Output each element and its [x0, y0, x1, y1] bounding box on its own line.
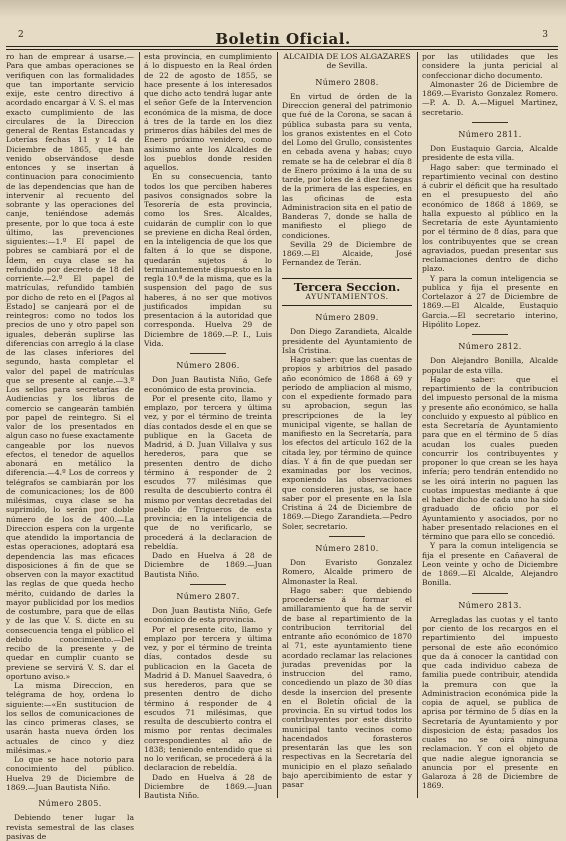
paragraph: En su consecuencia, tanto todos los que perciben haberes pasivos consignados sobre la Tesorería de esta provincia, como los Sres. Alcaldes, cuidarán de cumplir con lo que se previene en dicha Real órden, en la inteligencia de que los que falten á lo que se dispone, quedarán sujetos á lo terminantemente dispuesto en la regla 10.ª de la misma, que es la suspension del pago de sus haberes, á no ser que motivos justificados impidan su presentacion á la autoridad que corresponda. Huelva 29 de Diciembre de 1869.—P. I., Luis Vida.: [144, 172, 272, 348]
column-divider: [139, 52, 140, 798]
paragraph: Don Evaristo Gonzalez Romero, Alcalde primero de Almonaster la Real.: [282, 558, 412, 586]
section-header-box: [282, 278, 412, 307]
divider: [472, 593, 508, 594]
paragraph: esta provincia, en cumplimiento á lo dispuesto en la Real órden de 22 de agosto de 1855, se hace presente á los interesados que dicho acto tendrá lugar ante el señor Gefe de la Intervencion económica de la misma, de doce á tres de la tarde en los diez primeros días hábiles del mes de Enero próximo venidero, como asimismo ante los Alcaldes de los pueblos donde residen aquellos.: [144, 52, 272, 172]
notice-number: Número 2812.: [458, 342, 522, 351]
paragraph: Sevilla 29 de Diciembre de 1869.—El Alcaide, José Fernandez de Terán.: [282, 239, 412, 268]
left-page-number: 2: [18, 30, 24, 40]
columns: [6, 52, 558, 841]
section-title: Tercera Seccion.: [293, 279, 401, 294]
notice-number: Número 2805.: [38, 799, 102, 808]
divider: [472, 122, 508, 123]
paragraph: Hago saber: que terminado el repartimiento vecinal con destino á cubrir el déficit que ha resultado en el presupuesto del año económico de 1868 á 1869, se halla expuesto al público en la Secretaría de este Ayuntamiento por el término de 8 días, para que los contribuyentes que se crean agraviados, puedan presentar sus reclamaciones dentro de dicho plazo.: [422, 162, 558, 274]
notice-number: Número 2807.: [176, 591, 240, 601]
column-3: [282, 52, 412, 798]
notice-number: Número 2808.: [315, 77, 379, 87]
paragraph: ro han de emprear á usarse.—Para que ambas operaciones se verifiquen con las formalidades que tan importante servicio exije, este centro directivo á acordado encargar á V. S. el mas exacto cumplimiento de las circulares de la Direccion general de Rentas Estancadas y Loterías fechas 11 y 14 de Diciembre de 1865, que han venido observándose desde entonces y se insertan á continuacion para conocimiento de las dependencias que han de intervenir al recuento del sobrante y las operaciones del canje, teniéndose además presente, por lo que toca á este último, las prevenciones siguientes:—1.º El papel de pobres se cambiará por el de Ídem, en cuya clase se ha refundido por decreto de 18 del corriente.—2.º El papel de matrículas, refundido también por dicho de reto en el [Pagos al Estado] se canjeará por el de reintegros: como no todos los precios de uno y otro papel son iguales, deberán suplirse las diferencias con arreglo á la clase de las clases inferiores del segundo, hasta completar el valor del papel de matrículas que se presente al canje.—3.º Los sellos para secretarías de Audiencias y los libros de comercio se cangearán también por papel de reintegro. Si el valor de los presentados en algun caso no fuese exactamente cangeable por los nuevos efectos, el tenedor de aquellos abonará en metálico la diferencia.—4.º Los de correos y telégrafos se cambiarán por los de comunicaciones; los de 800 milésimas, cuya clase se ha suprimido, lo serán por doble número de los de 400.—La Direccion espera con la urgente que atendido la importancia de estas operaciones, adoptará esa dependencia las mas eficaces disposiciones á fin de que se observen con la mayor exactitud las reglas de que queda hecho mérito, cuidando de darles la mayor publicidad por los medios de costumbre, para que de ellas y de las que V. S. dicte en su consecuencia tenga el público el debido conocimiento.—Del recibo de la presente y de quedar en cumplir cuanto se previene se servirá V. S. dar el oportuno aviso.»: [6, 52, 134, 681]
paragraph: Hago saber: que el repartimiento de la contribucion del impuesto personal de la misma y presente año económico, se halla concluido y expuesto al público en esta Secretaría de Ayuntamiento para que en el término de 5 días acudan los cuales pueden concurrir los contribuyentes y proponer lo que crean se les haya infería; pero tendrán entendido no se les oirá interin no paguen las cuotas impuestas mediante á que el haber dicho de cada uno ha sido graduado de oficio por el Ayuntamiento y asociados, por no haber presentado relaciones en el término que para ello se concedió.: [422, 374, 558, 541]
divider: [190, 353, 226, 354]
paragraph: Dado en Huelva á 28 de Diciembre de 1869.—Juan Bautista Niño.: [144, 551, 272, 579]
divider: [472, 334, 508, 335]
paragraph: En virtud de órden de la Direccion general del patrimonio que fué de la Corona, se sacan á pública subasta para su venta, los granos existentes en el Coto del Lomo del Grullo, consistentes en cebada avena y habas; cuyo remate se ha de celebrar el día 8 de Enero próximo á la una de su tarde, por lotes de á diez fanegas de la primera de las especies, en las oficinas de esta Administracion sita en el patio de Banderas 7, donde se halla de manifiesto el pliego de condiciones.: [282, 91, 412, 240]
notice-number: Número 2806.: [176, 361, 240, 370]
notice-number: Número 2813.: [458, 600, 522, 610]
section-subtitle: AYUNTAMIENTOS.: [305, 291, 389, 301]
paragraph: Don Eustaquio Garcia, Alcalde presidente de esta villa.: [422, 144, 558, 163]
paragraph: Hago saber: que debiendo procederse á formar el amillaramiento que ha de servir de base al repartimiento de la contribucion territorial del entrante año económico de 1870 al 71, este ayuntamiento tiene acordado reclamar las relaciones juradas prevenidas por la instruccion del ramo, concediendo un plazo de 30 días desde la insercion del presente en el Boletín oficial de la provincia. En su virtud todos los contribuyentes por este distrito municipal tanto vecinos como hacendados forasteros presentarán las que les son respectivas en la Secretaría del municipio en el plazo señalado bajo apercibimiento de estar y pasar: [282, 585, 412, 789]
masthead: [0, 8, 566, 48]
column-divider: [277, 52, 278, 798]
page-title: Boletin Oficial.: [215, 30, 351, 48]
paragraph: Don Juan Bautista Niño, Gefe económico de esta provincia.: [144, 606, 272, 625]
column-divider: [417, 52, 418, 798]
column-2: [144, 52, 272, 798]
paragraph: Arregladas las cuotas y el tanto por ciento de los recargos en el repartimiento del impuesto personal de este año económico que da á conocer la cantidad con que cada individuo cabeza de familia puede contribuir, atendida la premura con que la Administracion económica pide la copia de aquel, se publica de aprisa por término de 5 días en la Secretaría de Ayuntamiento y por disposicion de ésta; pasados los cuales no se oirá ninguna reclamacion. Y con el objeto de que nadie alegue ignorancia se anuncia por el presente en Galaroza á 28 de Diciembre de 1869.: [422, 614, 558, 791]
notice-number: Número 2811.: [458, 129, 522, 139]
right-page-number: 3: [542, 30, 548, 40]
paragraph: Don Alejandro Bonilla, Alcalde popular de esta villa.: [422, 356, 558, 375]
paragraph: Por el presente cito, llamo y emplazo, por tercera y última vez, y por el término de treinta días contados desde el en que se publique en la Gaceta de Madrid, á D. Juan Villalva y sus herederos, para que se presenten dentro de dicho término á responder de 2 escudos 77 milésimas que resulta de descubierto contra él mismo por ventas decretadas del pueblo de Trigueros de esta provincia; en la inteligencia de que de no verificarlo, se procederá á la declaracion de rebeldía.: [144, 393, 272, 551]
divider: [329, 536, 365, 537]
column-4: [422, 52, 558, 798]
section-heading: ALCAIDIA DE LOS ALGAZARES de Sevilla.: [283, 52, 411, 71]
paragraph: Don Diego Zarandieta, Alcalde presidente del Ayuntamiento de Isla Cristina.: [282, 327, 412, 355]
paragraph: Por el presente cito, llamo y emplazo por tercera y última vez, y por el término de treinta días, contados desde su publicacion en la Gaceta de Madrid á D. Manuel Saavedra, ó sus herederos, para que se presenten dentro de dicho término á responder de 4 escudos 71 milésimas, que resulta de descubierto contra el mismo por rentas decimales correspondientes al año de 1838; teniendo entendido que si no lo verifican, se procederá á la declaracion de rebeldía.: [144, 624, 272, 773]
column-1: [6, 52, 134, 841]
notice-number: Número 2810.: [315, 543, 379, 553]
notice-number: Número 2809.: [315, 313, 379, 322]
paragraph: Debiendo tener lugar la revista semestral de las clases pasivas de: [6, 813, 134, 841]
paragraph: La misma Direccion, en telégrama de hoy, ordena lo siguiente:—«En sustitucion de los sellos de comunicaciones de las cinco primeras clases, se usarán hasta nueva órden los actuales de cinco y diez milésimas.»: [6, 681, 134, 755]
masthead-rule: [6, 46, 558, 47]
paragraph: Don Juan Bautista Niño, Gefe económico de esta provincia.: [144, 375, 272, 394]
paragraph: Y para la comun inteligencia se fija el presente en Cañaveral de Leon veinte y ocho de Diciembre de 1869.—El Alcalde, Alejandro Bonilla.: [422, 541, 558, 588]
paragraph: Y para la comun inteligencia se publica y fija el presente en Cortelazor á 27 de Diciembre de 1869.—El Alcalde, Eustaquio Garcia.—El secretario interino, Hipólito Lopez.: [422, 273, 558, 329]
paragraph: Lo que se hace notorio para conocimiento del público. Huelva 29 de Diciembre de 1869.—Juan Bautista Niño.: [6, 755, 134, 792]
paragraph: Almonaster 26 de Diciembre de 1869.—Evaristo Gonzalez Romero.—P. A. D. A.—Miguel Martinez, secretario.: [422, 79, 558, 117]
paragraph: Dado en Huelva á 28 de Diciembre de 1869.—Juan Bautista Niño.: [144, 772, 272, 800]
paragraph: por las utilidades que les considere la junta pericial al confeccionar dicho documento.: [422, 52, 558, 80]
masthead-rule-thin: [6, 49, 558, 50]
divider: [190, 584, 226, 585]
paragraph: Hago saber: que las cuentas de propios y arbitrios del pasado año económico de 1868 á 69 y período de ampliacion al mismo, con el expediente formado para su aprobacion, segun las prescripciones de la ley municipal vigente, se hallan de manifiesto en la Secretaría, para los efectos del artículo 162 de la citada ley, por término de quince días. Y á fin de que puedan ser examinadas por los vecinos, exponiendo las observaciones que consideren justas, se hace saber por el presente en la Isla Cristina á 24 de Diciembre de 1869.—Diego Zarandieta.—Pedro Soler, secretario.: [282, 355, 412, 531]
